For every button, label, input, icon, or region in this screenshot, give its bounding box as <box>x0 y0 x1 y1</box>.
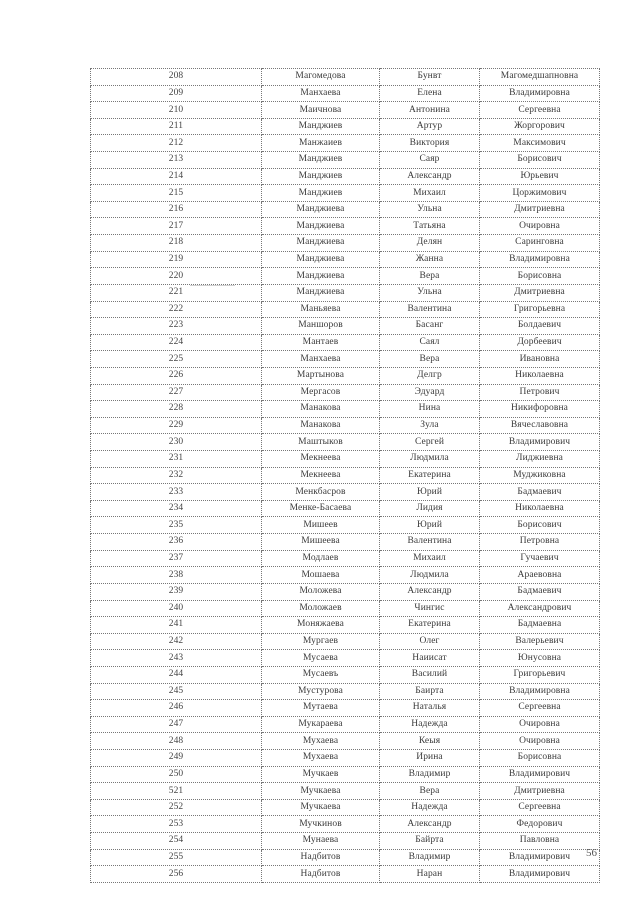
last-name-cell: Манхаева <box>262 85 380 102</box>
first-name-cell: Саял <box>380 334 480 351</box>
table-row <box>91 152 600 169</box>
last-name-cell: Магомедова <box>262 69 380 86</box>
first-name-cell: Ульна <box>380 201 480 218</box>
row-number-cell: 232 <box>91 467 262 484</box>
first-name-cell: Вера <box>380 351 480 368</box>
patronymic-cell: Дмитриевна <box>480 201 600 218</box>
row-number-cell: 223 <box>91 318 262 335</box>
first-name-cell: Байрта <box>380 833 480 850</box>
row-number-cell: 216 <box>91 201 262 218</box>
row-number-cell: 208 <box>91 69 262 86</box>
table-row <box>91 334 600 351</box>
last-name-cell: Манакова <box>262 417 380 434</box>
row-number-cell: 255 <box>91 849 262 866</box>
patronymic-cell: Юрьевич <box>480 168 600 185</box>
table-row <box>91 633 600 650</box>
last-name-cell: Манджиева <box>262 201 380 218</box>
first-name-cell: Наиисат <box>380 650 480 667</box>
last-name-cell: Мекнеева <box>262 451 380 468</box>
patronymic-cell: Лиджиевна <box>480 451 600 468</box>
patronymic-cell: Юнусовна <box>480 650 600 667</box>
last-name-cell: Мишеева <box>262 534 380 551</box>
table-row <box>91 384 600 401</box>
last-name-cell: Мошаева <box>262 567 380 584</box>
row-number-cell: 246 <box>91 700 262 717</box>
patronymic-cell: Николаевна <box>480 500 600 517</box>
last-name-cell: Мучкаев <box>262 766 380 783</box>
row-number-cell: 236 <box>91 534 262 551</box>
first-name-cell: Валентина <box>380 301 480 318</box>
row-number-cell: 249 <box>91 749 262 766</box>
last-name-cell: Манджиева <box>262 268 380 285</box>
last-name-cell: Мургаев <box>262 633 380 650</box>
last-name-cell: Манжаиев <box>262 135 380 152</box>
patronymic-cell: Валерьевич <box>480 633 600 650</box>
last-name-cell: Манджиев <box>262 168 380 185</box>
table-row <box>91 135 600 152</box>
last-name-cell: Манакова <box>262 401 380 418</box>
row-number-cell: 252 <box>91 799 262 816</box>
row-number-cell: 230 <box>91 434 262 451</box>
last-name-cell: Мучкинов <box>262 816 380 833</box>
first-name-cell: Василий <box>380 666 480 683</box>
table-row <box>91 866 600 883</box>
first-name-cell: Владимир <box>380 766 480 783</box>
patronymic-cell: Борисовна <box>480 749 600 766</box>
first-name-cell: Екатерина <box>380 617 480 634</box>
table-row <box>91 700 600 717</box>
row-number-cell: 222 <box>91 301 262 318</box>
row-number-cell: 212 <box>91 135 262 152</box>
first-name-cell: Александр <box>380 816 480 833</box>
patronymic-cell: Очировна <box>480 733 600 750</box>
row-number-cell: 213 <box>91 152 262 169</box>
patronymic-cell: Григорьевна <box>480 301 600 318</box>
patronymic-cell: Очировна <box>480 218 600 235</box>
table-row <box>91 451 600 468</box>
table-row <box>91 168 600 185</box>
first-name-cell: Владимир <box>380 849 480 866</box>
table-row <box>91 567 600 584</box>
table-row <box>91 235 600 252</box>
row-number-cell: 244 <box>91 666 262 683</box>
table-row <box>91 849 600 866</box>
table-row <box>91 617 600 634</box>
patronymic-cell: Владимирович <box>480 866 600 883</box>
row-number-cell: 245 <box>91 683 262 700</box>
table-row <box>91 284 600 301</box>
row-number-cell: 229 <box>91 417 262 434</box>
first-name-cell: Эдуард <box>380 384 480 401</box>
patronymic-cell: Очировна <box>480 716 600 733</box>
patronymic-cell: Петрович <box>480 384 600 401</box>
row-number-cell: 221 <box>91 284 262 301</box>
table-row <box>91 434 600 451</box>
row-number-cell: 256 <box>91 866 262 883</box>
last-name-cell: Мухаева <box>262 749 380 766</box>
last-name-cell: Мартынова <box>262 367 380 384</box>
patronymic-cell: Владимировна <box>480 251 600 268</box>
patronymic-cell: Бадмаевич <box>480 484 600 501</box>
last-name-cell: Мустурова <box>262 683 380 700</box>
patronymic-cell: Владимирович <box>480 766 600 783</box>
patronymic-cell: Сергеевна <box>480 102 600 119</box>
table-row <box>91 833 600 850</box>
table-row <box>91 517 600 534</box>
patronymic-cell: Саринговна <box>480 235 600 252</box>
first-name-cell: Олег <box>380 633 480 650</box>
table-row <box>91 102 600 119</box>
patronymic-cell: Сергеевна <box>480 700 600 717</box>
first-name-cell: Ульна <box>380 284 480 301</box>
patronymic-cell: Владимировна <box>480 683 600 700</box>
patronymic-cell: Владимировна <box>480 85 600 102</box>
first-name-cell: Наталья <box>380 700 480 717</box>
first-name-cell: Артур <box>380 118 480 135</box>
row-number-cell: 228 <box>91 401 262 418</box>
row-number-cell: 242 <box>91 633 262 650</box>
patronymic-cell: Дорбеевич <box>480 334 600 351</box>
first-name-cell: Юрий <box>380 517 480 534</box>
first-name-cell: Людмила <box>380 567 480 584</box>
last-name-cell: Мекнеева <box>262 467 380 484</box>
row-number-cell: 211 <box>91 118 262 135</box>
last-name-cell: Модлаев <box>262 550 380 567</box>
row-number-cell: 253 <box>91 816 262 833</box>
patronymic-cell: Гучаевич <box>480 550 600 567</box>
table-row <box>91 816 600 833</box>
first-name-cell: Надежда <box>380 799 480 816</box>
table-row <box>91 69 600 86</box>
table-row <box>91 351 600 368</box>
last-name-cell: Манджиева <box>262 284 380 301</box>
table-row <box>91 484 600 501</box>
row-number-cell: 247 <box>91 716 262 733</box>
first-name-cell: Михаил <box>380 185 480 202</box>
table-row <box>91 799 600 816</box>
last-name-cell: Мутаева <box>262 700 380 717</box>
row-number-cell: 226 <box>91 367 262 384</box>
last-name-cell: Мишеев <box>262 517 380 534</box>
last-name-cell: Мучкаева <box>262 783 380 800</box>
last-name-cell: Мергасов <box>262 384 380 401</box>
patronymic-cell: Вячеславовна <box>480 417 600 434</box>
first-name-cell: Надежда <box>380 716 480 733</box>
row-number-cell: 209 <box>91 85 262 102</box>
first-name-cell: Вера <box>380 268 480 285</box>
table-row <box>91 600 600 617</box>
row-number-cell: 220 <box>91 268 262 285</box>
last-name-cell: Манджиев <box>262 185 380 202</box>
row-number-cell: 239 <box>91 583 262 600</box>
patronymic-cell: Николаевна <box>480 367 600 384</box>
last-name-cell: Мусаева <box>262 650 380 667</box>
row-number-cell: 225 <box>91 351 262 368</box>
table-row <box>91 301 600 318</box>
table-row <box>91 749 600 766</box>
first-name-cell: Лидия <box>380 500 480 517</box>
first-name-cell: Басанг <box>380 318 480 335</box>
patronymic-cell: Павловна <box>480 833 600 850</box>
table-body <box>91 69 600 883</box>
last-name-cell: Надбитов <box>262 866 380 883</box>
patronymic-cell: Дмитриевна <box>480 783 600 800</box>
first-name-cell: Делян <box>380 235 480 252</box>
row-number-cell: 235 <box>91 517 262 534</box>
patronymic-cell: Дмитриевна <box>480 284 600 301</box>
last-name-cell: Мусаевъ <box>262 666 380 683</box>
last-name-cell: Мунаева <box>262 833 380 850</box>
patronymic-cell: Бадмаевна <box>480 617 600 634</box>
table-row <box>91 583 600 600</box>
first-name-cell: Татьяна <box>380 218 480 235</box>
first-name-cell: Чингис <box>380 600 480 617</box>
last-name-cell: Манджиева <box>262 218 380 235</box>
row-number-cell: 241 <box>91 617 262 634</box>
patronymic-cell: Сергеевна <box>480 799 600 816</box>
first-name-cell: Юрий <box>380 484 480 501</box>
table-row <box>91 318 600 335</box>
table-row <box>91 733 600 750</box>
last-name-cell: Манджиева <box>262 251 380 268</box>
patronymic-cell: Бадмаевич <box>480 583 600 600</box>
first-name-cell: Баирта <box>380 683 480 700</box>
first-name-cell: Людмила <box>380 451 480 468</box>
first-name-cell: Михаил <box>380 550 480 567</box>
last-name-cell: Маштыков <box>262 434 380 451</box>
table-row <box>91 417 600 434</box>
patronymic-cell: Борисович <box>480 517 600 534</box>
first-name-cell: Зула <box>380 417 480 434</box>
table-row <box>91 550 600 567</box>
table-row <box>91 401 600 418</box>
row-number-cell: 224 <box>91 334 262 351</box>
row-number-cell: 248 <box>91 733 262 750</box>
first-name-cell: Александр <box>380 583 480 600</box>
first-name-cell: Елена <box>380 85 480 102</box>
row-number-cell: 250 <box>91 766 262 783</box>
last-name-cell: Мухаева <box>262 733 380 750</box>
table-row <box>91 185 600 202</box>
table-row <box>91 118 600 135</box>
patronymic-cell: Максимович <box>480 135 600 152</box>
first-name-cell: Александр <box>380 168 480 185</box>
first-name-cell: Бунвт <box>380 69 480 86</box>
row-number-cell: 217 <box>91 218 262 235</box>
patronymic-cell: Жоргорович <box>480 118 600 135</box>
patronymic-cell: Борисовна <box>480 268 600 285</box>
first-name-cell: Вера <box>380 783 480 800</box>
row-number-cell: 240 <box>91 600 262 617</box>
patronymic-cell: Араевовна <box>480 567 600 584</box>
table-row <box>91 683 600 700</box>
last-name-cell: Мукараева <box>262 716 380 733</box>
patronymic-cell: Владимирович <box>480 849 600 866</box>
first-name-cell: Екатерина <box>380 467 480 484</box>
table-row <box>91 201 600 218</box>
table-row <box>91 534 600 551</box>
last-name-cell: Манджиев <box>262 118 380 135</box>
first-name-cell: Делгр <box>380 367 480 384</box>
first-name-cell: Наран <box>380 866 480 883</box>
patronymic-cell: Никифоровна <box>480 401 600 418</box>
patronymic-cell: Борисович <box>480 152 600 169</box>
patronymic-cell: Александрович <box>480 600 600 617</box>
last-name-cell: Манджиева <box>262 235 380 252</box>
row-number-cell: 227 <box>91 384 262 401</box>
last-name-cell: Манхаева <box>262 351 380 368</box>
row-number-cell: 521 <box>91 783 262 800</box>
first-name-cell: Виктория <box>380 135 480 152</box>
row-number-cell: 233 <box>91 484 262 501</box>
patronymic-cell: Цоржимович <box>480 185 600 202</box>
last-name-cell: Менке-Басаева <box>262 500 380 517</box>
last-name-cell: Маншоров <box>262 318 380 335</box>
table-row <box>91 666 600 683</box>
last-name-cell: Манджиев <box>262 152 380 169</box>
first-name-cell: Валентина <box>380 534 480 551</box>
table-row <box>91 783 600 800</box>
row-number-cell: 214 <box>91 168 262 185</box>
row-number-cell: 210 <box>91 102 262 119</box>
patronymic-cell: Муджиковна <box>480 467 600 484</box>
last-name-cell: Маньяева <box>262 301 380 318</box>
row-number-cell: 218 <box>91 235 262 252</box>
last-name-cell: Менкбасров <box>262 484 380 501</box>
patronymic-cell: Владимирович <box>480 434 600 451</box>
row-number-cell: 234 <box>91 500 262 517</box>
row-number-cell: 237 <box>91 550 262 567</box>
first-name-cell: Нина <box>380 401 480 418</box>
last-name-cell: Мантаев <box>262 334 380 351</box>
table-row <box>91 218 600 235</box>
faint-mark <box>190 285 235 286</box>
patronymic-cell: Федорович <box>480 816 600 833</box>
first-name-cell: Ирина <box>380 749 480 766</box>
row-number-cell: 215 <box>91 185 262 202</box>
table-row <box>91 85 600 102</box>
row-number-cell: 243 <box>91 650 262 667</box>
table-row <box>91 268 600 285</box>
table-row <box>91 716 600 733</box>
last-name-cell: Надбитов <box>262 849 380 866</box>
first-name-cell: Саяр <box>380 152 480 169</box>
patronymic-cell: Григорьевич <box>480 666 600 683</box>
last-name-cell: Моняжаева <box>262 617 380 634</box>
last-name-cell: Маичнова <box>262 102 380 119</box>
last-name-cell: Мучкаева <box>262 799 380 816</box>
patronymic-cell: Болдаевич <box>480 318 600 335</box>
row-number-cell: 254 <box>91 833 262 850</box>
table-row <box>91 500 600 517</box>
participants-table <box>90 68 600 883</box>
table-row <box>91 650 600 667</box>
table-row <box>91 367 600 384</box>
last-name-cell: Моложаев <box>262 600 380 617</box>
first-name-cell: Жанна <box>380 251 480 268</box>
row-number-cell: 231 <box>91 451 262 468</box>
row-number-cell: 219 <box>91 251 262 268</box>
first-name-cell: Кеыя <box>380 733 480 750</box>
last-name-cell: Моложева <box>262 583 380 600</box>
patronymic-cell: Ивановна <box>480 351 600 368</box>
first-name-cell: Антонина <box>380 102 480 119</box>
row-number-cell: 238 <box>91 567 262 584</box>
first-name-cell: Сергей <box>380 434 480 451</box>
table-row <box>91 766 600 783</box>
table-row <box>91 467 600 484</box>
patronymic-cell: Магомедшапновна <box>480 69 600 86</box>
table-row <box>91 251 600 268</box>
patronymic-cell: Петровна <box>480 534 600 551</box>
page-number: 56 <box>586 847 597 859</box>
